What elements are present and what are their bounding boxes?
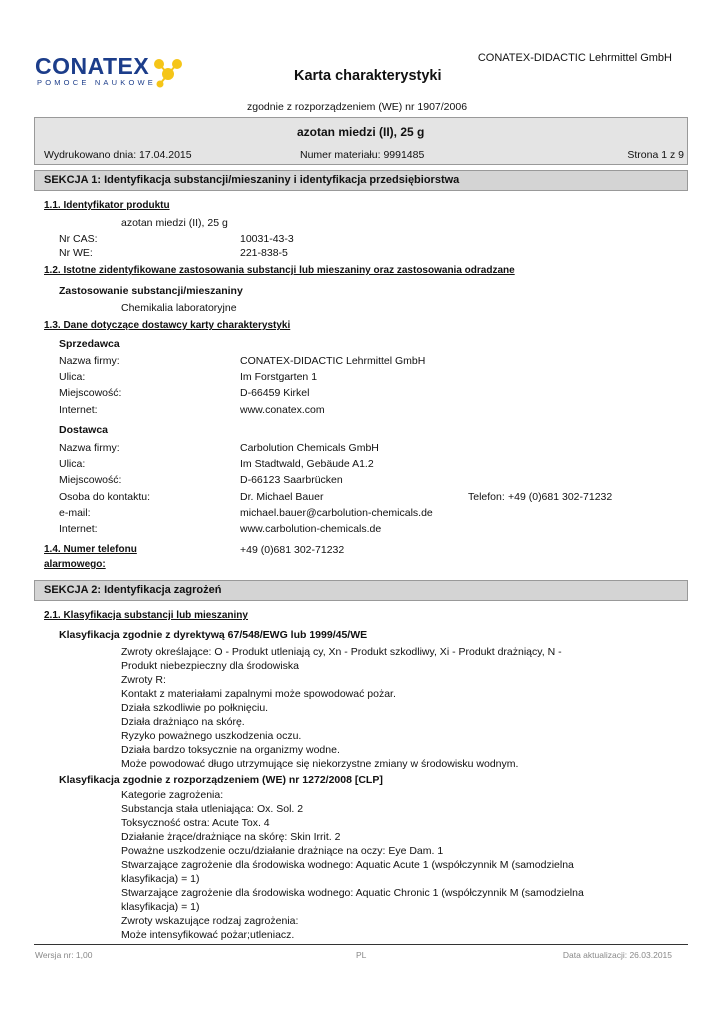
cas-value: 10031-43-3	[240, 233, 294, 245]
seller-value: D-66459 Kirkel	[240, 387, 310, 399]
seller-heading: Sprzedawca	[59, 338, 120, 350]
regulation-note: zgodnie z rozporządzeniem (WE) nr 1907/2006	[247, 101, 468, 113]
seller-value: Im Forstgarten 1	[240, 371, 318, 383]
clp-line: Działanie żrące/drażniące na skórę: Skin Irrit. 2	[121, 831, 341, 843]
directive-line: Produkt niebezpieczny dla środowiska	[121, 660, 300, 672]
directive-line: Działa drażniąco na skórę.	[121, 716, 245, 728]
we-label: Nr WE:	[59, 247, 93, 259]
section-2-1-heading: 2.1. Klasyfikacja substancji lub mieszaniny	[44, 610, 248, 621]
directive-line: Kontakt z materiałami zapalnymi może spowodować pożar.	[121, 688, 396, 700]
cas-label: Nr CAS:	[59, 233, 98, 245]
supplier-value: Im Stadtwald, Gebäude A1.2	[240, 458, 374, 470]
print-date: Wydrukowano dnia: 17.04.2015	[44, 149, 192, 161]
supplier-value: Carbolution Chemicals GmbH	[240, 442, 379, 454]
seller-value: CONATEX-DIDACTIC Lehrmittel GmbH	[240, 355, 426, 367]
directive-line: Ryzyko poważnego uszkodzenia oczu.	[121, 730, 302, 742]
document-title: Karta charakterystyki	[294, 68, 442, 84]
logo-subtitle: POMOCE NAUKOWE	[37, 78, 156, 87]
section-1-2-heading: 1.2. Istotne zidentyfikowane zastosowania substancji lub mieszaniny oraz zastosowania odradzane	[44, 265, 515, 276]
page-number: Strona 1 z 9	[627, 149, 684, 161]
logo-text: CONATEX	[35, 53, 150, 79]
supplier-label: Osoba do kontaktu:	[59, 491, 151, 503]
supplier-value: Dr. Michael Bauer	[240, 491, 324, 503]
directive-line: Zwroty R:	[121, 674, 166, 686]
seller-label: Miejscowość:	[59, 387, 122, 399]
seller-label: Nazwa firmy:	[59, 355, 120, 367]
seller-website[interactable]: www.conatex.com	[240, 404, 325, 416]
supplier-label: Nazwa firmy:	[59, 442, 120, 454]
clp-heading: Klasyfikacja zgodnie z rozporządzeniem (WE) nr 1272/2008 [CLP]	[59, 774, 383, 786]
section-2-header: SEKCJA 2: Identyfikacja zagrożeń	[34, 580, 688, 601]
material-number: Numer materiału: 9991485	[300, 149, 425, 161]
clp-line: Stwarzające zagrożenie dla środowiska wodnego: Aquatic Acute 1 (współczynnik M (samodzielna	[121, 859, 574, 871]
footer-divider	[34, 944, 688, 945]
phone-value: +49 (0)681 302-71232	[508, 491, 613, 503]
supplier-label: e-mail:	[59, 507, 91, 519]
clp-line: Substancja stała utleniająca: Ox. Sol. 2	[121, 803, 304, 815]
supplier-value: D-66123 Saarbrücken	[240, 474, 343, 486]
supplier-label: Internet:	[59, 523, 98, 535]
footer-version: Wersja nr: 1,00	[35, 950, 93, 960]
supplier-label: Ulica:	[59, 458, 86, 470]
directive-line: Działa szkodliwie po połknięciu.	[121, 702, 269, 714]
footer-language: PL	[356, 950, 367, 960]
directive-line: Zwroty określające: O - Produkt utleniają cy, Xn - Produkt szkodliwy, Xi - Produkt drażniący, N -	[121, 646, 562, 658]
supplier-heading: Dostawca	[59, 424, 109, 436]
section-1-4-heading: 1.4. Numer telefonu	[44, 544, 137, 555]
product-title: azotan miedzi (II), 25 g	[297, 125, 425, 139]
footer-updated: Data aktualizacji: 26.03.2015	[562, 950, 672, 960]
directive-line: Działa bardzo toksycznie na organizmy wodne.	[121, 744, 340, 756]
section-1-1-heading: 1.1. Identyfikator produktu	[44, 200, 170, 211]
clp-line: Poważne uszkodzenie oczu/działanie drażniące na oczy: Eye Dam. 1	[121, 845, 444, 857]
clp-line: Stwarzające zagrożenie dla środowiska wodnego: Aquatic Chronic 1 (współczynnik M (samodzielna	[121, 887, 584, 899]
supplier-label: Miejscowość:	[59, 474, 122, 486]
section-1-4-heading-cont: alarmowego:	[44, 559, 106, 570]
seller-label: Ulica:	[59, 371, 86, 383]
clp-line: Może intensyfikować pożar;utleniacz.	[121, 929, 295, 941]
product-identifier: azotan miedzi (II), 25 g	[121, 217, 228, 229]
clp-line: klasyfikacja) = 1)	[121, 873, 200, 885]
phone-label: Telefon:	[468, 491, 505, 503]
use-heading: Zastosowanie substancji/mieszaniny	[59, 285, 243, 297]
clp-line: klasyfikacja) = 1)	[121, 901, 200, 913]
section-1-header: SEKCJA 1: Identyfikacja substancji/mieszaniny i identyfikacja przedsiębiorstwa	[34, 170, 688, 191]
we-value: 221-838-5	[240, 247, 288, 259]
clp-line: Kategorie zagrożenia:	[121, 789, 224, 801]
clp-line: Zwroty wskazujące rodzaj zagrożenia:	[121, 915, 299, 927]
directive-heading: Klasyfikacja zgodnie z dyrektywą 67/548/EWG lub 1999/45/WE	[59, 629, 368, 641]
seller-label: Internet:	[59, 404, 98, 416]
section-1-3-heading: 1.3. Dane dotyczące dostawcy karty charakterystyki	[44, 320, 291, 331]
supplier-email[interactable]: michael.bauer@carbolution-chemicals.de	[240, 507, 433, 519]
company-name: CONATEX-DIDACTIC Lehrmittel GmbH	[477, 52, 672, 64]
supplier-website[interactable]: www.carbolution-chemicals.de	[240, 523, 382, 535]
emergency-phone: +49 (0)681 302-71232	[240, 544, 345, 556]
clp-line: Toksyczność ostra: Acute Tox. 4	[121, 817, 270, 829]
use-value: Chemikalia laboratoryjne	[121, 302, 237, 314]
directive-line: Może powodować długo utrzymujące się niekorzystne zmiany w środowisku wodnym.	[121, 758, 519, 770]
